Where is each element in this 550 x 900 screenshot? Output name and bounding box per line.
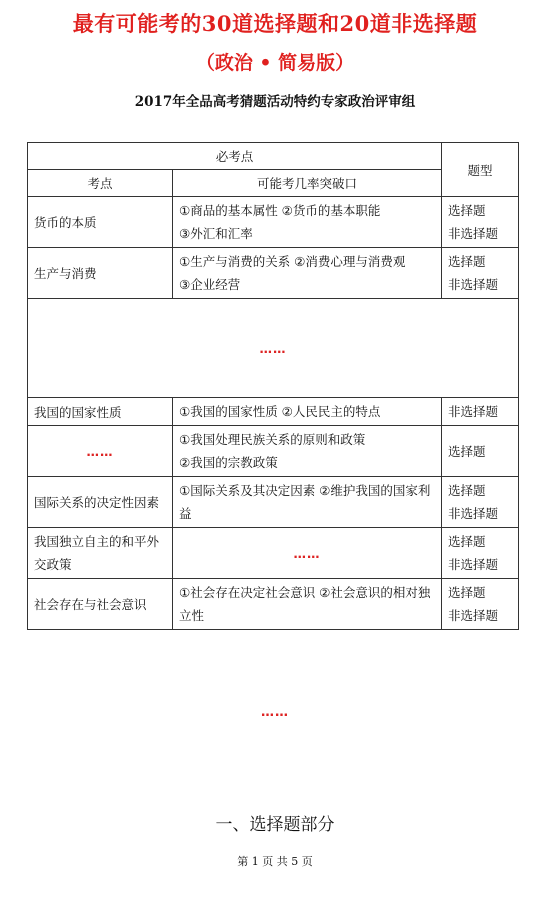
table-row xyxy=(28,477,519,528)
type-label: 非选择题 xyxy=(448,226,499,241)
break-cell: …… xyxy=(173,528,442,579)
type-label: 选择题 xyxy=(448,585,486,600)
document-subtitle: （政治 • 简易版） xyxy=(195,52,355,74)
table-row xyxy=(28,398,519,426)
type-label: 选择题 xyxy=(448,254,486,269)
type-label: 选择题 xyxy=(448,203,486,218)
break-cell xyxy=(173,197,442,248)
table-row xyxy=(28,579,519,630)
point-cell: 生产与消费 xyxy=(28,248,173,299)
type-label: 非选择题 xyxy=(448,404,499,419)
break-cell xyxy=(173,248,442,299)
page-footer: 第 1 页 共 5 页 xyxy=(237,855,313,868)
break-line: ①生产与消费的关系 ②消费心理与消费观 xyxy=(179,254,406,269)
type-cell xyxy=(442,477,519,528)
type-cell xyxy=(442,248,519,299)
ellipsis-row xyxy=(28,299,519,398)
type-label: 非选择题 xyxy=(448,608,499,623)
point-cell xyxy=(28,528,173,579)
break-line: ①我国的国家性质 ②人民民主的特点 xyxy=(179,404,381,419)
ellipsis-cell: …… xyxy=(28,299,519,398)
group-header-cell: 必考点 xyxy=(28,143,442,170)
type-cell xyxy=(442,398,519,426)
point-cell: …… xyxy=(28,426,173,477)
point-cell: 我国的国家性质 xyxy=(28,398,173,426)
point-text: 我国独立自主的和平外交政策 xyxy=(34,534,160,572)
type-cell xyxy=(442,426,519,477)
break-cell xyxy=(173,398,442,426)
point-cell: 社会存在与社会意识 xyxy=(28,579,173,630)
type-header-cell: 题型 xyxy=(442,143,519,197)
type-label: 非选择题 xyxy=(448,277,499,292)
break-cell xyxy=(173,579,442,630)
type-cell xyxy=(442,197,519,248)
point-header-cell: 考点 xyxy=(28,170,173,197)
document-title: 最有可能考的30道选择题和20道非选择题 xyxy=(72,11,478,36)
break-line: ①社会存在决定社会意识 ②社会意识的相对独立性 xyxy=(179,585,431,623)
table-row xyxy=(28,528,519,579)
author-line: 2017年全品高考猜题活动特约专家政治评审组 xyxy=(134,94,416,110)
type-label: 选择题 xyxy=(448,483,486,498)
type-label: 非选择题 xyxy=(448,557,499,572)
break-cell xyxy=(173,477,442,528)
type-label: 非选择题 xyxy=(448,506,499,521)
content-ellipsis: …… xyxy=(261,705,289,720)
table-row xyxy=(28,426,519,477)
break-line: ③外汇和汇率 xyxy=(179,226,253,241)
type-label: 选择题 xyxy=(448,443,486,459)
type-cell xyxy=(442,528,519,579)
table-row xyxy=(28,197,519,248)
point-cell: 货币的本质 xyxy=(28,197,173,248)
exam-points-table xyxy=(27,142,519,630)
break-line: ②我国的宗教政策 xyxy=(179,455,278,470)
type-cell xyxy=(442,579,519,630)
type-label: 选择题 xyxy=(448,534,486,549)
table-row xyxy=(28,248,519,299)
break-header-cell: 可能考几率突破口 xyxy=(173,170,442,197)
table-header-row xyxy=(28,143,519,170)
break-cell xyxy=(173,426,442,477)
point-cell xyxy=(28,477,173,528)
break-line: ①商品的基本属性 ②货币的基本职能 xyxy=(179,203,381,218)
break-line: ③企业经营 xyxy=(179,277,241,292)
point-text: 国际关系的决定性因素 xyxy=(34,494,160,510)
break-line: ①我国处理民族关系的原则和政策 xyxy=(179,432,366,447)
section-title: 一、选择题部分 xyxy=(215,815,335,835)
break-line: ①国际关系及其决定因素 ②维护我国的国家利益 xyxy=(179,483,431,521)
